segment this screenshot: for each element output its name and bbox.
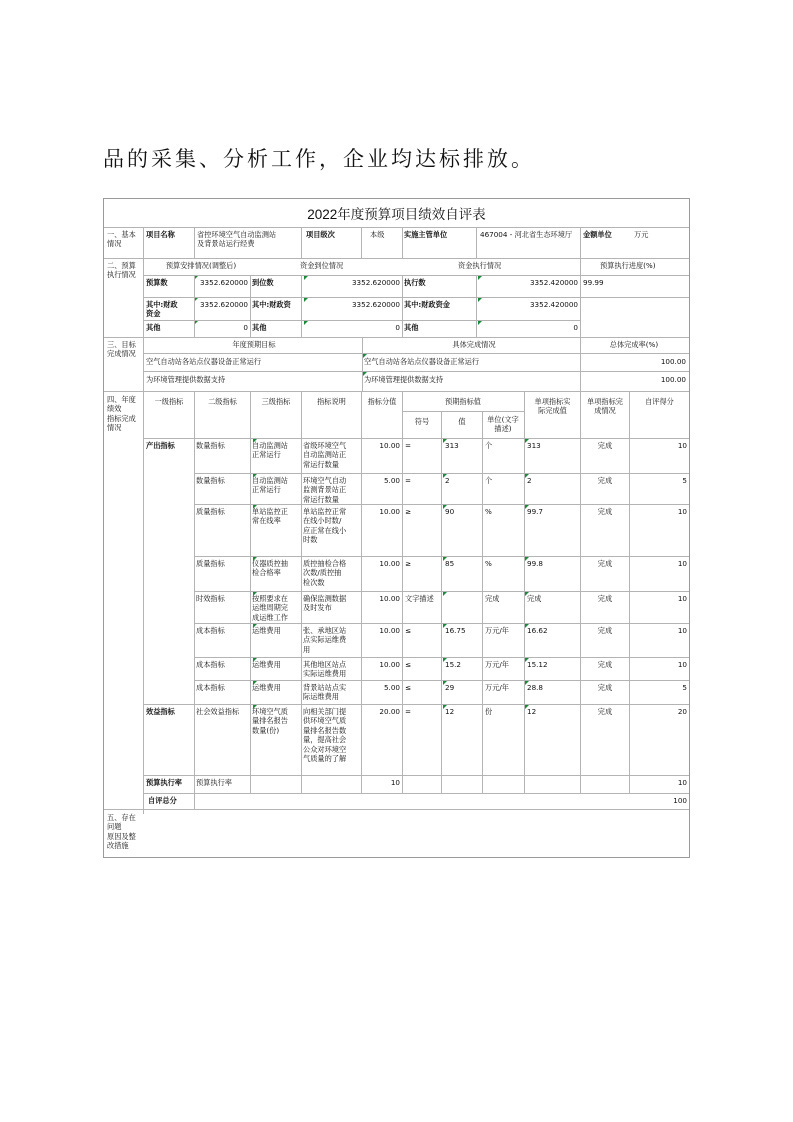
value-cell: 16.75 [445,626,466,635]
unit-cell: 万元/年 [485,660,509,669]
value-cell: 90 [445,507,455,516]
execution-rate-self: 10 [677,778,687,787]
budget-value-a: 3352.620000 [199,300,248,309]
budget-value-b: 3352.620000 [351,300,400,309]
indicator-group: 效益指标 [146,707,175,716]
grid-line [194,275,195,337]
cell-comment-marker [253,681,257,685]
status-cell: 完成 [597,559,613,568]
actual-cell: 313 [527,441,541,450]
symbol-cell: = [405,441,412,450]
grid-line [301,391,302,438]
grid-line [301,438,302,793]
grid-line [441,411,442,438]
header-actual: 单项指标实 际完成值 [534,397,571,416]
grid-line [580,227,581,258]
desc-cell: 张、承地区站 点实际运维费 用 [303,626,347,654]
grid-line [104,337,689,338]
value-cell: 29 [445,683,455,692]
status-cell: 完成 [597,476,613,485]
detail-header: 具体完成情况 [452,340,496,349]
cell-comment-marker [443,505,447,509]
cell-comment-marker [525,474,529,478]
cell-comment-marker [478,298,482,302]
section-problems-label: 五、存在 问题 原因及整 改措施 [107,813,136,851]
table-title: 2022年度预算项目绩效自评表 [307,207,486,222]
grid-line [104,391,689,392]
header-self-score: 自评得分 [645,397,674,406]
section-budget-label: 二、预算 执行情况 [107,261,136,280]
cell-comment-marker [253,557,257,561]
grid-line [104,809,689,810]
grid-line [402,411,524,412]
grid-line [580,258,581,337]
grid-line [629,391,630,438]
grid-line [143,227,144,814]
symbol-cell: ≤ [405,660,412,669]
header-status: 单项指标完 成情况 [587,397,623,416]
cell-comment-marker [443,658,447,662]
level3-cell: 运维费用 [252,626,281,635]
level2-cell: 质量指标 [196,559,225,568]
header-symbol: 符号 [414,417,430,426]
self-score-cell: 10 [677,559,687,568]
actual-cell: 12 [527,707,537,716]
grid-line [194,391,195,438]
status-cell: 完成 [597,707,613,716]
unit-cell: 个 [485,441,493,450]
goal-header: 年度预期目标 [232,340,276,349]
grid-line [524,391,525,438]
desc-cell: 向相关部门提 供环境空气质 量排名报告数 量，提高社会 公众对环境空 气质量的了解 [303,707,347,764]
grid-line [524,438,525,793]
grid-line [143,438,689,439]
level2-cell: 时效指标 [196,594,225,603]
execution-rate-level2: 预算执行率 [196,778,232,787]
symbol-cell: ≤ [405,626,412,635]
amount-unit-value: 万元 [634,230,649,239]
amount-unit-label: 金额单位 [583,230,612,239]
execution-header: 资金执行情况 [458,261,502,270]
unit-cell: 万元/年 [485,626,509,635]
cell-comment-marker [363,372,367,376]
rate-header: 总体完成率(%) [609,340,659,349]
cell-comment-marker [525,681,529,685]
self-score-cell: 5 [682,476,687,485]
level2-cell: 成本指标 [196,660,225,669]
cell-comment-marker [525,624,529,628]
budget-label-c: 执行数 [404,278,426,287]
unit-label: 实施主管单位 [404,230,448,239]
budget-value-c: 0 [573,323,578,332]
value-cell: 85 [445,559,455,568]
level2-cell: 成本指标 [196,626,225,635]
total-value: 100 [673,796,687,805]
cell-comment-marker [525,705,529,709]
level2-cell: 成本指标 [196,683,225,692]
value-cell: 2 [445,476,450,485]
grid-line [194,227,195,258]
arrival-header: 资金到位情况 [300,261,344,270]
budget-value-a: 0 [243,323,248,332]
goal-rate: 100.00 [660,375,686,384]
value-cell: 12 [445,707,455,716]
status-cell: 完成 [597,594,613,603]
arrangement-header: 预算安排情况(调整后) [165,261,237,270]
symbol-cell: ≥ [405,507,412,516]
cell-comment-marker [253,592,257,596]
cell-comment-marker [253,624,257,628]
grid-line [580,438,581,793]
cell-comment-marker [304,298,308,302]
budget-label-b: 其他 [252,323,267,332]
level-label: 项目级次 [306,230,335,239]
grid-line [361,438,362,793]
grid-line [580,337,581,391]
budget-label-b: 到位数 [252,278,274,287]
status-cell: 完成 [597,507,613,516]
budget-progress: 99.99 [583,278,604,287]
value-cell: 15.2 [445,660,462,669]
grid-line [482,411,483,438]
level2-cell: 数量指标 [196,476,225,485]
value-cell: 313 [445,441,459,450]
budget-label-b: 其中:财政资 [252,300,291,309]
grid-line [402,227,403,258]
symbol-cell: ≥ [405,559,412,568]
actual-cell: 完成 [527,594,542,603]
level3-cell: 自动监测站 正常运行 [252,441,288,460]
grid-line [362,337,363,391]
cell-comment-marker [525,658,529,662]
actual-cell: 28.8 [527,683,544,692]
level3-cell: 运维费用 [252,683,281,692]
execution-rate-level1: 预算执行率 [146,778,182,787]
cell-comment-marker [525,439,529,443]
desc-cell: 背景站站点实 际运维费用 [303,683,347,702]
grid-line [104,258,689,259]
desc-cell: 环境空气自动 监测背景站正 常运行数量 [303,476,347,503]
grid-line [361,391,362,438]
symbol-cell: ≤ [405,683,412,692]
symbol-cell: = [405,476,412,485]
unit-cell: % [485,559,492,568]
self-score-cell: 10 [677,507,687,516]
grid-line [301,227,302,258]
self-score-cell: 10 [677,594,687,603]
section-indicators-label: 四、年度 绩效 指标完成 情况 [107,395,136,433]
goal-rate: 100.00 [660,357,686,366]
cell-comment-marker [443,705,447,709]
header-expected: 预期指标值 [445,397,481,406]
grid-line [580,391,581,438]
cell-comment-marker [253,439,257,443]
score-cell: 10.00 [379,441,400,450]
section-goals-label: 三、目标 完成情况 [107,340,136,359]
status-cell: 完成 [597,626,613,635]
grid-line [361,227,362,258]
cell-comment-marker [363,354,367,358]
cell-comment-marker [525,557,529,561]
actual-cell: 15.12 [527,660,548,669]
status-cell: 完成 [597,441,613,450]
status-cell: 完成 [597,683,613,692]
header-level1: 一级指标 [154,397,184,406]
level2-cell: 数量指标 [196,441,225,450]
score-cell: 20.00 [379,707,400,716]
self-score-cell: 20 [677,707,687,716]
project-name-label: 项目名称 [146,230,175,239]
budget-label-c: 其中:财政资金 [404,300,450,309]
unit-value: 467004 - 河北省生态环境厅 [480,230,573,239]
grid-line [104,227,689,228]
grid-line [143,353,689,354]
cell-comment-marker [478,276,482,280]
budget-progress [583,323,623,333]
grid-line [194,793,195,809]
actual-cell: 16.62 [527,626,548,635]
unit-cell: 份 [485,707,493,716]
grid-line [143,275,689,276]
header-score: 指标分值 [367,397,397,406]
cell-comment-marker [443,439,447,443]
desc-cell: 单站监控正常 在线小时数/ 应正常在线小 时数 [303,507,347,545]
cell-comment-marker [478,321,482,325]
cell-comment-marker [443,592,447,596]
grid-line [250,438,251,793]
total-label: 自评总分 [148,796,177,805]
value-cell [445,594,481,604]
goal-text: 为环境管理提供数据支持 [146,375,226,384]
budget-value-c: 3352.420000 [529,278,578,287]
cell-comment-marker [443,624,447,628]
budget-value-a: 3352.620000 [199,278,248,287]
actual-cell: 99.7 [527,507,544,516]
cell-comment-marker [443,681,447,685]
budget-label-a: 其他 [146,323,161,332]
actual-cell: 2 [527,476,532,485]
grid-line [250,391,251,438]
grid-line [143,775,194,776]
grid-line [301,275,302,337]
self-score-cell: 10 [677,441,687,450]
grid-line [402,275,403,337]
level3-cell: 单站监控正 常在线率 [252,507,288,526]
progress-header: 预算执行进度(%) [600,261,656,270]
section-basic-label: 一、基本 情况 [107,230,136,249]
cell-comment-marker [253,505,257,509]
desc-cell: 确保监测数据 及时发布 [303,594,347,613]
self-score-cell: 10 [677,660,687,669]
grid-line [143,793,689,794]
cell-comment-marker [253,658,257,662]
level3-cell: 自动监测站 正常运行 [252,476,288,495]
grid-line [143,320,580,321]
score-cell: 5.00 [383,476,400,485]
unit-cell: % [485,507,492,516]
goal-detail: 空气自动站各站点仪器设备正常运行 [364,357,480,366]
budget-value-b: 3352.620000 [351,278,400,287]
intro-text: 品的采集、分析工作，企业均达标排放。 [103,147,535,171]
actual-cell: 99.8 [527,559,544,568]
cell-comment-marker [253,705,257,709]
performance-evaluation-table [103,198,690,858]
cell-comment-marker [253,474,257,478]
header-value: 值 [458,417,466,426]
goal-text: 空气自动站各站点仪器设备正常运行 [146,357,262,366]
grid-line [441,438,442,793]
grid-line [476,275,477,337]
unit-cell: 个 [485,476,493,485]
indicator-group: 产出指标 [146,441,175,450]
header-unit: 单位(文字 描述) [487,415,519,434]
grid-line [402,438,403,793]
unit-cell: 完成 [485,594,500,603]
grid-line [143,297,580,298]
project-name-value: 省控环境空气自动监测站 及背景站运行经费 [197,230,277,249]
grid-line [482,438,483,793]
level3-cell: 仪器质控抽 检合格率 [252,559,288,578]
budget-progress [583,300,623,310]
header-level3: 三级指标 [261,397,291,406]
header-level2: 二级指标 [208,397,237,406]
budget-label-c: 其他 [404,323,419,332]
score-cell: 10.00 [379,660,400,669]
score-cell: 10.00 [379,626,400,635]
cell-comment-marker [525,505,529,509]
level3-cell: 按照要求在 运维周期完 成运维工作 [252,594,288,622]
budget-value-c: 3352.420000 [529,300,578,309]
level2-cell: 社会效益指标 [196,707,240,716]
symbol-cell: = [405,707,412,716]
grid-line [402,391,403,438]
budget-value-b: 0 [395,323,400,332]
score-cell: 10.00 [379,594,400,603]
level3-cell: 环境空气质 量排名报告 数量(份) [252,707,288,735]
symbol-cell: 文字描述 [405,594,434,603]
cell-comment-marker [304,276,308,280]
self-score-cell: 5 [682,683,687,692]
grid-line [143,371,689,372]
cell-comment-marker [443,557,447,561]
desc-cell: 质控抽检合格 次数/质控抽 检次数 [303,559,347,587]
level-value: 本级 [370,230,385,239]
desc-cell: 省级环境空气 自动监测站正 常运行数量 [303,441,347,469]
budget-label-a: 其中:财政 资金 [146,300,178,319]
self-score-cell: 10 [677,626,687,635]
cell-comment-marker [304,321,308,325]
cell-comment-marker [443,474,447,478]
header-desc: 指标说明 [317,397,346,406]
score-cell: 10.00 [379,507,400,516]
score-cell: 10.00 [379,559,400,568]
grid-line [476,227,477,258]
level3-cell: 运维费用 [252,660,281,669]
status-cell: 完成 [597,660,613,669]
unit-cell: 万元/年 [485,683,509,692]
execution-rate-score: 10 [390,778,400,787]
grid-line [194,438,195,793]
desc-cell: 其他地区站点 实际运维费用 [303,660,347,679]
grid-line [629,438,630,793]
score-cell: 5.00 [383,683,400,692]
goal-detail: 为环境管理提供数据支持 [364,375,444,384]
level2-cell: 质量指标 [196,507,225,516]
cell-comment-marker [525,592,529,596]
budget-label-a: 预算数 [146,278,168,287]
grid-line [143,704,194,705]
grid-line [580,297,689,298]
grid-line [250,275,251,337]
